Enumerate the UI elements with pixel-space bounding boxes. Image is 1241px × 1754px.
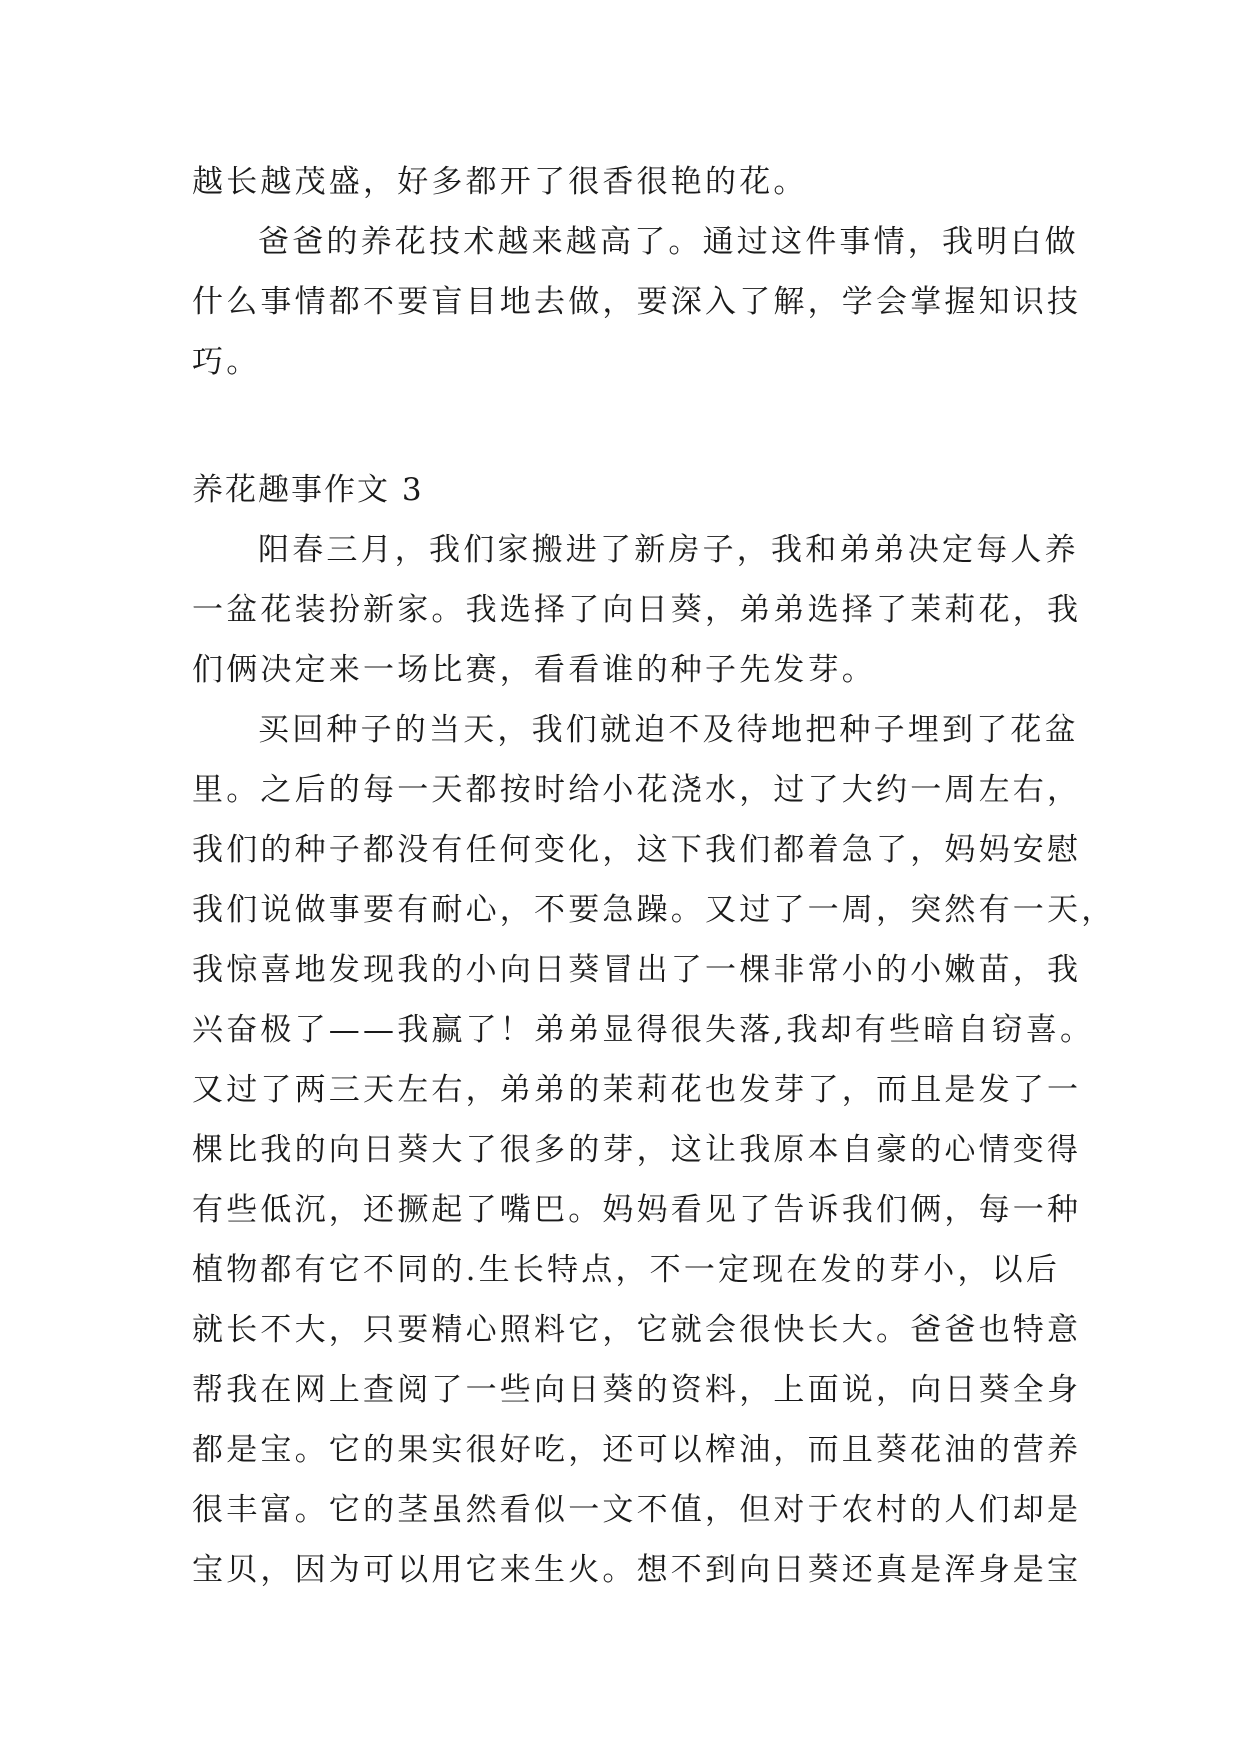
text-line: 巧。 <box>192 344 261 380</box>
text-line: 我惊喜地发现我的小向日葵冒出了一棵非常小的小嫩苗，我 <box>192 952 1082 988</box>
text-line: 棵比我的向日葵大了很多的芽，这让我原本自豪的心情变得 <box>192 1132 1082 1168</box>
text-line: 我们说做事要有耐心，不要急躁。又过了一周，突然有一天， <box>192 892 1116 928</box>
text-line: 爸爸的养花技术越来越高了。通过这件事情，我明白做 <box>258 224 1079 260</box>
text-line: 帮我在网上查阅了一些向日葵的资料，上面说，向日葵全身 <box>192 1372 1082 1408</box>
text-line: 就长不大，只要精心照料它，它就会很快长大。爸爸也特意 <box>192 1312 1082 1348</box>
text-line: 里。之后的每一天都按时给小花浇水，过了大约一周左右， <box>192 772 1082 808</box>
text-line: 我们的种子都没有任何变化，这下我们都着急了，妈妈安慰 <box>192 832 1082 868</box>
conclusion-paragraph <box>192 212 1082 392</box>
text-line: 一盆花装扮新家。我选择了向日葵，弟弟选择了茉莉花，我 <box>192 592 1082 628</box>
continued-paragraph <box>192 152 1054 212</box>
text-line: 又过了两三天左右，弟弟的茉莉花也发芽了，而且是发了一 <box>192 1072 1082 1108</box>
text-line: 阳春三月，我们家搬进了新房子，我和弟弟决定每人养 <box>258 532 1079 568</box>
text-line: 都是宝。它的果实很好吃，还可以榨油，而且葵花油的营养 <box>192 1432 1082 1468</box>
text-line: 们俩决定来一场比赛，看看谁的种子先发芽。 <box>192 652 876 688</box>
text-line: 买回种子的当天，我们就迫不及待地把种子埋到了花盆 <box>258 712 1079 748</box>
document-page <box>192 152 1116 1600</box>
paragraph-1 <box>192 520 1082 700</box>
text-line: 兴奋极了——我赢了！弟弟显得很失落,我却有些暗自窃喜。 <box>192 1012 1095 1048</box>
section-spacer <box>192 392 1054 460</box>
paragraph-2 <box>192 700 1116 1600</box>
text-line: 什么事情都不要盲目地去做，要深入了解，学会掌握知识技 <box>192 284 1082 320</box>
text-line: 有些低沉，还撅起了嘴巴。妈妈看见了告诉我们俩，每一种 <box>192 1192 1082 1228</box>
text-line: 越长越茂盛，好多都开了很香很艳的花。 <box>192 164 808 200</box>
text-line: 很丰富。它的茎虽然看似一文不值，但对于农村的人们却是 <box>192 1492 1082 1528</box>
section-title: 养花趣事作文 3 <box>192 472 424 508</box>
text-line: 植物都有它不同的.生长特点，不一定现在发的芽小，以后 <box>192 1252 1061 1288</box>
text-line: 宝贝，因为可以用它来生火。想不到向日葵还真是浑身是宝 <box>192 1552 1082 1588</box>
